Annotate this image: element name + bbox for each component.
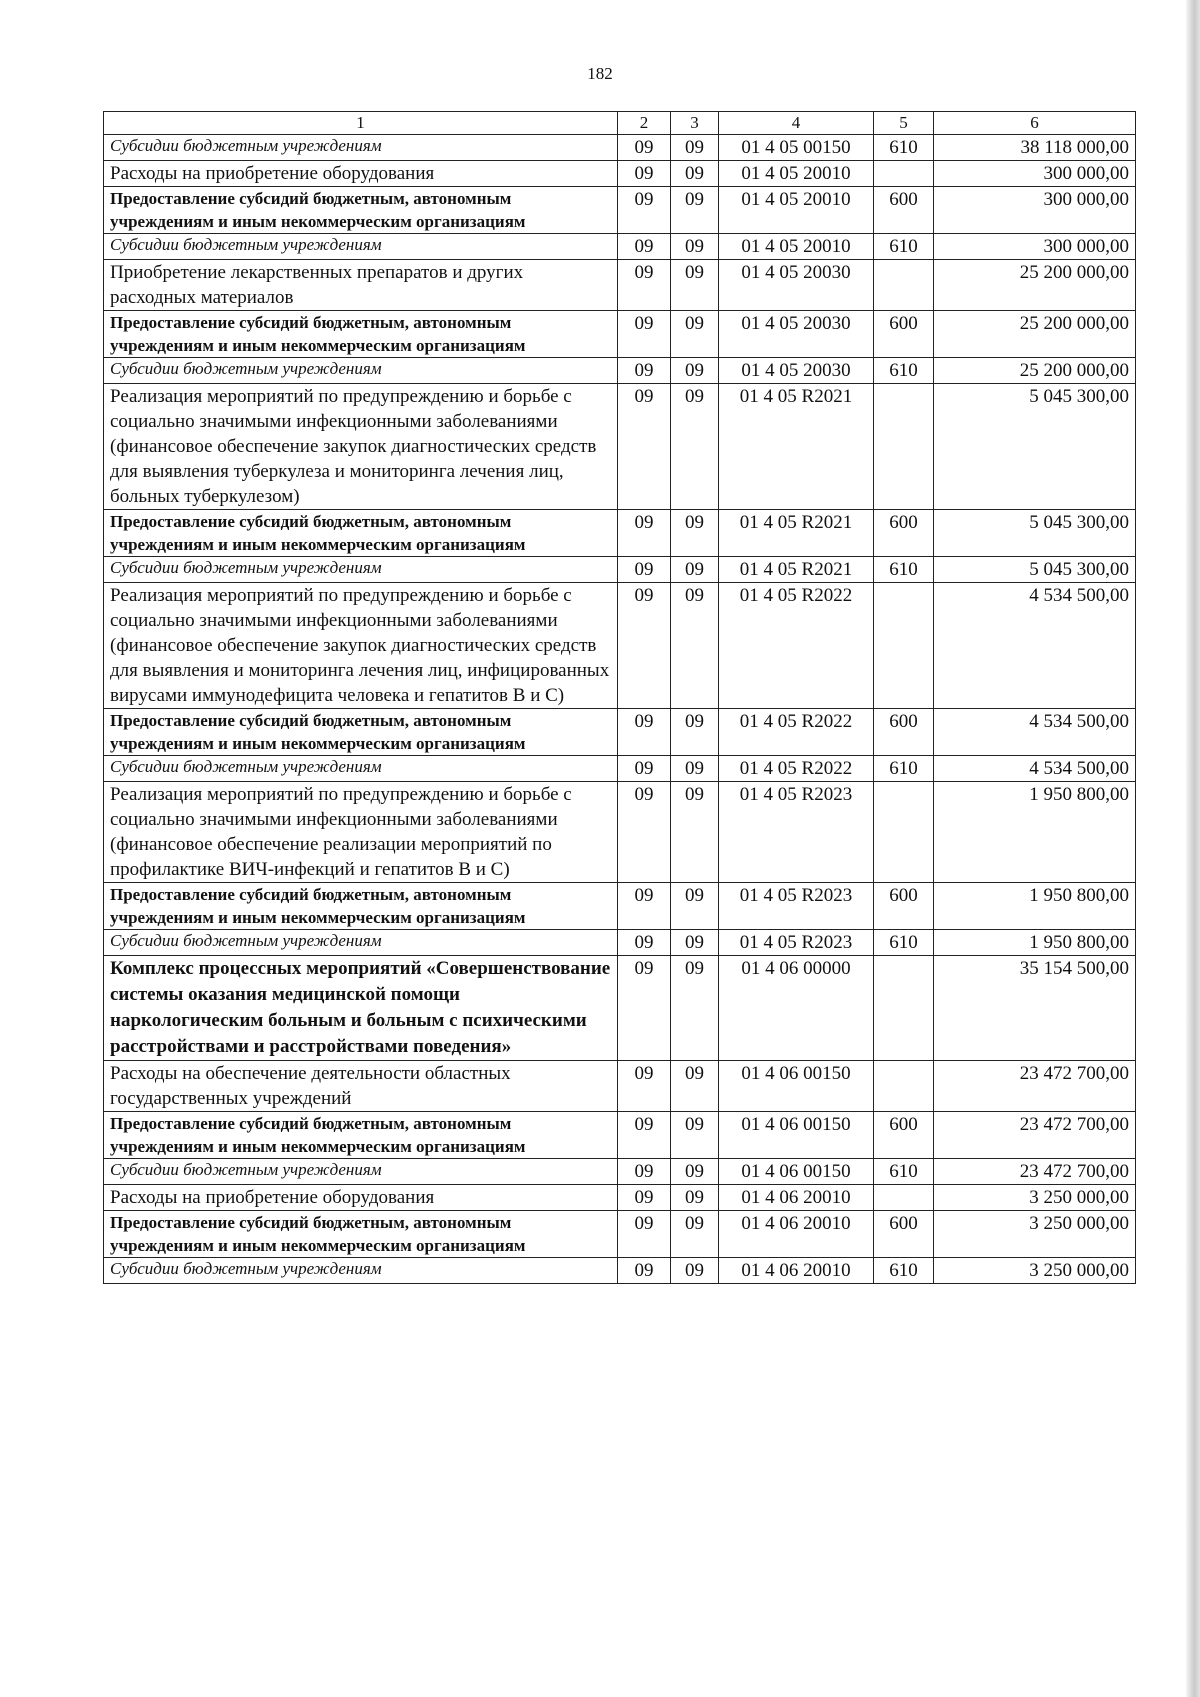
- subsection-cell: 09: [671, 260, 719, 311]
- expense-type-cell: 610: [874, 1159, 934, 1185]
- section-cell: 09: [618, 135, 671, 161]
- expense-type-cell: 610: [874, 930, 934, 956]
- row-name-cell: Комплекс процессных мероприятий «Совершенствование системы оказания медицинской помощи наркологическим больным и больным с психическими расстройствами и расстройствами поведения»: [104, 956, 618, 1061]
- section-cell: 09: [618, 583, 671, 709]
- target-article-cell: 01 4 05 R2022: [719, 756, 874, 782]
- expense-type-cell: 610: [874, 557, 934, 583]
- amount-cell: 25 200 000,00: [934, 358, 1136, 384]
- target-article-cell: 01 4 05 00150: [719, 135, 874, 161]
- expense-type-cell: 600: [874, 1112, 934, 1159]
- budget-table: [103, 111, 1136, 1284]
- target-article-cell: 01 4 06 00150: [719, 1061, 874, 1112]
- table-row: [104, 384, 1136, 510]
- target-article-cell: 01 4 05 R2021: [719, 384, 874, 510]
- expense-type-cell: [874, 161, 934, 187]
- subsection-cell: 09: [671, 384, 719, 510]
- row-name-cell: Предоставление субсидий бюджетным, автономным учреждениям и иным некоммерческим организациям: [104, 709, 618, 756]
- row-name-cell: Расходы на приобретение оборудования: [104, 161, 618, 187]
- target-article-cell: 01 4 06 20010: [719, 1211, 874, 1258]
- row-name-cell: Субсидии бюджетным учреждениям: [104, 135, 618, 161]
- row-name-cell: Расходы на обеспечение деятельности областных государственных учреждений: [104, 1061, 618, 1112]
- row-name-cell: Предоставление субсидий бюджетным, автономным учреждениям и иным некоммерческим организациям: [104, 510, 618, 557]
- section-cell: 09: [618, 557, 671, 583]
- section-cell: 09: [618, 187, 671, 234]
- row-name-cell: Предоставление субсидий бюджетным, автономным учреждениям и иным некоммерческим организациям: [104, 187, 618, 234]
- scan-edge-shadow: [1186, 0, 1200, 1697]
- table-row: [104, 510, 1136, 557]
- expense-type-cell: [874, 782, 934, 883]
- row-name-cell: Субсидии бюджетным учреждениям: [104, 756, 618, 782]
- subsection-cell: 09: [671, 358, 719, 384]
- row-name-cell: Реализация мероприятий по предупреждению и борьбе с социально значимыми инфекционными заболеваниями (финансовое обеспечение закупок диагностических средств для выявления туберкулеза и мониторинга лечения лиц, больных туберкулезом): [104, 384, 618, 510]
- section-cell: 09: [618, 930, 671, 956]
- subsection-cell: 09: [671, 1061, 719, 1112]
- expense-type-cell: [874, 260, 934, 311]
- expense-type-cell: 600: [874, 187, 934, 234]
- amount-cell: 4 534 500,00: [934, 756, 1136, 782]
- amount-cell: 25 200 000,00: [934, 260, 1136, 311]
- table-header-row: [104, 112, 1136, 135]
- target-article-cell: 01 4 05 20010: [719, 187, 874, 234]
- subsection-cell: 09: [671, 510, 719, 557]
- table-row: [104, 557, 1136, 583]
- table-row: [104, 260, 1136, 311]
- amount-cell: 5 045 300,00: [934, 510, 1136, 557]
- expense-type-cell: [874, 583, 934, 709]
- target-article-cell: 01 4 05 R2022: [719, 709, 874, 756]
- row-name-cell: Субсидии бюджетным учреждениям: [104, 234, 618, 260]
- row-name-cell: Приобретение лекарственных препаратов и других расходных материалов: [104, 260, 618, 311]
- expense-type-cell: [874, 384, 934, 510]
- subsection-cell: 09: [671, 756, 719, 782]
- target-article-cell: 01 4 05 R2023: [719, 930, 874, 956]
- expense-type-cell: 600: [874, 1211, 934, 1258]
- expense-type-cell: 600: [874, 709, 934, 756]
- target-article-cell: 01 4 05 R2021: [719, 557, 874, 583]
- amount-cell: 300 000,00: [934, 187, 1136, 234]
- subsection-cell: 09: [671, 161, 719, 187]
- table-row: [104, 709, 1136, 756]
- amount-cell: 4 534 500,00: [934, 583, 1136, 709]
- amount-cell: 23 472 700,00: [934, 1112, 1136, 1159]
- subsection-cell: 09: [671, 311, 719, 358]
- expense-type-cell: 610: [874, 756, 934, 782]
- amount-cell: 300 000,00: [934, 161, 1136, 187]
- section-cell: 09: [618, 883, 671, 930]
- table-row: [104, 187, 1136, 234]
- amount-cell: 25 200 000,00: [934, 311, 1136, 358]
- row-name-cell: Субсидии бюджетным учреждениям: [104, 930, 618, 956]
- amount-cell: 5 045 300,00: [934, 384, 1136, 510]
- subsection-cell: 09: [671, 1159, 719, 1185]
- expense-type-cell: 600: [874, 510, 934, 557]
- section-cell: 09: [618, 384, 671, 510]
- table-row: [104, 1211, 1136, 1258]
- subsection-cell: 09: [671, 1112, 719, 1159]
- row-name-cell: Предоставление субсидий бюджетным, автономным учреждениям и иным некоммерческим организациям: [104, 1211, 618, 1258]
- subsection-cell: 09: [671, 1211, 719, 1258]
- section-cell: 09: [618, 358, 671, 384]
- expense-type-cell: 600: [874, 883, 934, 930]
- expense-type-cell: [874, 1185, 934, 1211]
- row-name-cell: Реализация мероприятий по предупреждению и борьбе с социально значимыми инфекционными заболеваниями (финансовое обеспечение закупок диагностических средств для выявления и мониторинга лечения лиц, инфицированных вирусами иммунодефицита человека и гепатитов В и С): [104, 583, 618, 709]
- subsection-cell: 09: [671, 557, 719, 583]
- subsection-cell: 09: [671, 956, 719, 1061]
- table-row: [104, 1061, 1136, 1112]
- target-article-cell: 01 4 05 20010: [719, 161, 874, 187]
- subsection-cell: 09: [671, 883, 719, 930]
- table-row: [104, 135, 1136, 161]
- expense-type-cell: 600: [874, 311, 934, 358]
- table-row: [104, 1185, 1136, 1211]
- row-name-cell: Субсидии бюджетным учреждениям: [104, 557, 618, 583]
- row-name-cell: Субсидии бюджетным учреждениям: [104, 358, 618, 384]
- amount-cell: 3 250 000,00: [934, 1258, 1136, 1284]
- section-cell: 09: [618, 1185, 671, 1211]
- subsection-cell: 09: [671, 583, 719, 709]
- section-cell: 09: [618, 1211, 671, 1258]
- column-header: 1: [104, 112, 618, 135]
- amount-cell: 23 472 700,00: [934, 1061, 1136, 1112]
- section-cell: 09: [618, 1258, 671, 1284]
- column-header: 5: [874, 112, 934, 135]
- section-cell: 09: [618, 956, 671, 1061]
- target-article-cell: 01 4 05 R2021: [719, 510, 874, 557]
- table-row: [104, 956, 1136, 1061]
- table-row: [104, 1159, 1136, 1185]
- expense-type-cell: 610: [874, 1258, 934, 1284]
- target-article-cell: 01 4 05 R2023: [719, 782, 874, 883]
- expense-type-cell: 610: [874, 234, 934, 260]
- table-row: [104, 756, 1136, 782]
- subsection-cell: 09: [671, 135, 719, 161]
- target-article-cell: 01 4 05 R2022: [719, 583, 874, 709]
- amount-cell: 23 472 700,00: [934, 1159, 1136, 1185]
- target-article-cell: 01 4 06 00150: [719, 1159, 874, 1185]
- target-article-cell: 01 4 06 00000: [719, 956, 874, 1061]
- section-cell: 09: [618, 311, 671, 358]
- section-cell: 09: [618, 1061, 671, 1112]
- row-name-cell: Субсидии бюджетным учреждениям: [104, 1258, 618, 1284]
- subsection-cell: 09: [671, 709, 719, 756]
- section-cell: 09: [618, 756, 671, 782]
- subsection-cell: 09: [671, 187, 719, 234]
- expense-type-cell: 610: [874, 135, 934, 161]
- target-article-cell: 01 4 06 20010: [719, 1185, 874, 1211]
- section-cell: 09: [618, 782, 671, 883]
- table-row: [104, 161, 1136, 187]
- section-cell: 09: [618, 510, 671, 557]
- amount-cell: 1 950 800,00: [934, 930, 1136, 956]
- target-article-cell: 01 4 05 20010: [719, 234, 874, 260]
- column-header: 6: [934, 112, 1136, 135]
- row-name-cell: Предоставление субсидий бюджетным, автономным учреждениям и иным некоммерческим организациям: [104, 311, 618, 358]
- column-header: 3: [671, 112, 719, 135]
- page-number: 182: [587, 64, 613, 83]
- amount-cell: 1 950 800,00: [934, 782, 1136, 883]
- amount-cell: 35 154 500,00: [934, 956, 1136, 1061]
- row-name-cell: Реализация мероприятий по предупреждению и борьбе с социально значимыми инфекционными заболеваниями (финансовое обеспечение реализации мероприятий по профилактике ВИЧ-инфекций и гепатитов В и С): [104, 782, 618, 883]
- amount-cell: 4 534 500,00: [934, 709, 1136, 756]
- target-article-cell: 01 4 05 R2023: [719, 883, 874, 930]
- table-row: [104, 234, 1136, 260]
- table-row: [104, 1258, 1136, 1284]
- subsection-cell: 09: [671, 1185, 719, 1211]
- row-name-cell: Предоставление субсидий бюджетным, автономным учреждениям и иным некоммерческим организациям: [104, 883, 618, 930]
- amount-cell: 5 045 300,00: [934, 557, 1136, 583]
- column-header: 4: [719, 112, 874, 135]
- expense-type-cell: [874, 1061, 934, 1112]
- expense-type-cell: 610: [874, 358, 934, 384]
- amount-cell: 1 950 800,00: [934, 883, 1136, 930]
- column-header: 2: [618, 112, 671, 135]
- target-article-cell: 01 4 05 20030: [719, 260, 874, 311]
- section-cell: 09: [618, 1159, 671, 1185]
- section-cell: 09: [618, 161, 671, 187]
- row-name-cell: Субсидии бюджетным учреждениям: [104, 1159, 618, 1185]
- table-row: [104, 583, 1136, 709]
- target-article-cell: 01 4 05 20030: [719, 311, 874, 358]
- table-body: [104, 135, 1136, 1284]
- amount-cell: 300 000,00: [934, 234, 1136, 260]
- table-row: [104, 930, 1136, 956]
- subsection-cell: 09: [671, 234, 719, 260]
- section-cell: 09: [618, 1112, 671, 1159]
- table-row: [104, 782, 1136, 883]
- amount-cell: 3 250 000,00: [934, 1185, 1136, 1211]
- target-article-cell: 01 4 05 20030: [719, 358, 874, 384]
- table-row: [104, 1112, 1136, 1159]
- subsection-cell: 09: [671, 930, 719, 956]
- expense-type-cell: [874, 956, 934, 1061]
- section-cell: 09: [618, 709, 671, 756]
- table-row: [104, 358, 1136, 384]
- row-name-cell: Предоставление субсидий бюджетным, автономным учреждениям и иным некоммерческим организациям: [104, 1112, 618, 1159]
- section-cell: 09: [618, 234, 671, 260]
- target-article-cell: 01 4 06 20010: [719, 1258, 874, 1284]
- subsection-cell: 09: [671, 1258, 719, 1284]
- row-name-cell: Расходы на приобретение оборудования: [104, 1185, 618, 1211]
- target-article-cell: 01 4 06 00150: [719, 1112, 874, 1159]
- subsection-cell: 09: [671, 782, 719, 883]
- table-row: [104, 311, 1136, 358]
- section-cell: 09: [618, 260, 671, 311]
- table-row: [104, 883, 1136, 930]
- amount-cell: 38 118 000,00: [934, 135, 1136, 161]
- amount-cell: 3 250 000,00: [934, 1211, 1136, 1258]
